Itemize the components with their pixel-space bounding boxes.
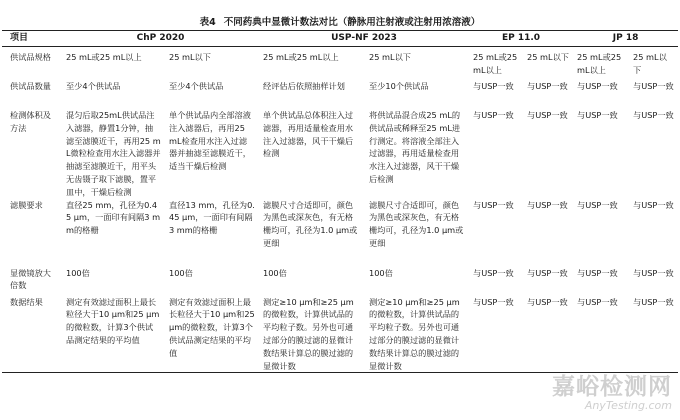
table-cell: 与USP一致: [577, 81, 618, 91]
table-number: 表4: [199, 17, 216, 28]
watermark-cn: 嘉峪检测网: [552, 374, 672, 400]
table-cell: 测定有效滤过面积上最长粒径大于10 μm和25 μm的微粒数，计算3个供试品测定结果的平均值: [169, 296, 255, 358]
table-cell: 测定≥10 μm和≥25 μm的微粒数，计算供试品的平均粒子数。另外也可通过部分的膜过滤的显微计数结果计算总的膜过滤的显微计数: [369, 296, 460, 371]
table-cell: 测定≥10 μm和≥25 μm的微粒数，计算供试品的平均粒子数。另外也可通过部分的膜过滤的显微计数结果计算总的膜过滤的显微计数: [263, 296, 354, 371]
table-cell: 单个供试品内全部溶液注入滤器后，再用25 mL检查用水注入过滤器并抽滤至滤膜近干，适当干燥后检测: [169, 110, 251, 172]
table-cell: 与USP一致: [527, 110, 568, 120]
table-cell: 100倍: [263, 267, 287, 278]
row-label: 供试品规格: [10, 52, 51, 62]
header-row: [2, 31, 678, 47]
table-cell: 与USP一致: [527, 296, 568, 307]
table-row-magnification: [2, 267, 678, 296]
table-cell: 将供试品混合成25 mL的供试品或稀释至25 mL进行测定。将溶液全部注入过滤器，再用适量检查用水注入过滤器，风干干燥后检测: [369, 110, 461, 184]
table-cell: 25 mL或25 mL以上: [66, 52, 142, 62]
table-cell: 混匀后取25mL供试品注入滤器，静置1分钟，抽滤至滤膜近干，再用25 mL微粒检查用水注入滤器并抽滤至滤膜近干，用平头无齿镊子取下滤膜，置平皿中，干燥后检测: [66, 110, 161, 197]
table-cell: 与USP一致: [633, 81, 674, 91]
table-cell: 100倍: [66, 267, 90, 278]
table-row-membrane: [2, 199, 678, 267]
watermark-en: AnyTesting.com: [584, 399, 672, 412]
row-label: 供试品数量: [10, 81, 51, 91]
table-cell: 与USP一致: [527, 199, 568, 210]
table-title: 不同药典中显微计数法对比（静脉用注射液或注射用浓溶液）: [223, 17, 481, 28]
table-cell: 直径13 mm，孔径为0.45 μm，一面印有间隔3 mm的格栅: [169, 199, 255, 236]
table-cell: 与USP一致: [577, 110, 618, 120]
table-cell: 与USP一致: [633, 110, 674, 120]
table-cell: 与USP一致: [527, 267, 568, 278]
table-cell: 与USP一致: [473, 81, 514, 91]
row-label: 滤膜要求: [10, 199, 43, 210]
comparison-table: [2, 30, 678, 373]
table-cell: 至少4个供试品: [66, 81, 121, 91]
table-cell: 与USP一致: [473, 296, 514, 307]
row-label: 显微镜放大倍数: [10, 267, 51, 291]
header-usp: USP-NF 2023: [259, 31, 469, 47]
table-cell: 直径25 mm，孔径为0.45 μm，一面印有间隔3 mm的格栅: [66, 199, 161, 236]
row-label: 数据结果: [10, 296, 43, 307]
watermark: [552, 374, 672, 412]
table-cell: 与USP一致: [577, 267, 618, 278]
header-chp: ChP 2020: [62, 31, 259, 47]
table-cell: 与USP一致: [473, 110, 514, 120]
table-cell: 25 mL以下: [633, 52, 667, 75]
table-row-count: [2, 80, 678, 109]
table-cell: 与USP一致: [527, 81, 568, 91]
table-cell: 25 mL或25 mL以上: [263, 52, 339, 62]
header-item: 项目: [2, 31, 62, 47]
table-cell: 25 mL或25 mL以上: [577, 52, 622, 75]
table-cell: 与USP一致: [473, 199, 514, 210]
table-row-spec: [2, 47, 678, 81]
table-cell: 与USP一致: [577, 199, 618, 210]
table-cell: 单个供试品总体积注入过滤器，再用适量检查用水注入过滤器，风干干燥后检测: [263, 110, 354, 159]
table-cell: 测定有效滤过面积上最长粒径大于10 μm和25 μm的微粒数，计算3个供试品测定结果的平均值: [66, 296, 160, 345]
table-caption: [0, 14, 680, 28]
table-cell: 25 mL以下: [369, 52, 411, 62]
table-cell: 至少10个供试品: [369, 81, 429, 91]
table-cell: 100倍: [169, 267, 193, 278]
table-cell: 25 mL或25 mL以上: [473, 52, 518, 75]
table-cell: 100倍: [369, 267, 393, 278]
table-cell: 25 mL以下: [527, 52, 569, 62]
table-cell: 与USP一致: [577, 296, 618, 307]
table-row-results: [2, 296, 678, 373]
table-cell: 滤膜尺寸合适即可，颜色为黑色或深灰色，有无格栅均可，孔径为1.0 μm或更细: [369, 199, 464, 248]
table-cell: 与USP一致: [633, 199, 674, 210]
table-cell: 滤膜尺寸合适即可，颜色为黑色或深灰色，有无格栅均可，孔径为1.0 μm或更细: [263, 199, 358, 248]
table-cell: 与USP一致: [633, 267, 674, 278]
table-cell: 至少4个供试品: [169, 81, 224, 91]
table-cell: 与USP一致: [633, 296, 674, 307]
row-label: 检测体积及方法: [10, 110, 51, 133]
table-cell: 经评估后依照抽样计划: [263, 81, 345, 91]
table-row-method: [2, 109, 678, 199]
header-jp: JP 18: [573, 31, 678, 47]
header-ep: EP 11.0: [469, 31, 573, 47]
table-cell: 25 mL以下: [169, 52, 211, 62]
table-cell: 与USP一致: [473, 267, 514, 278]
